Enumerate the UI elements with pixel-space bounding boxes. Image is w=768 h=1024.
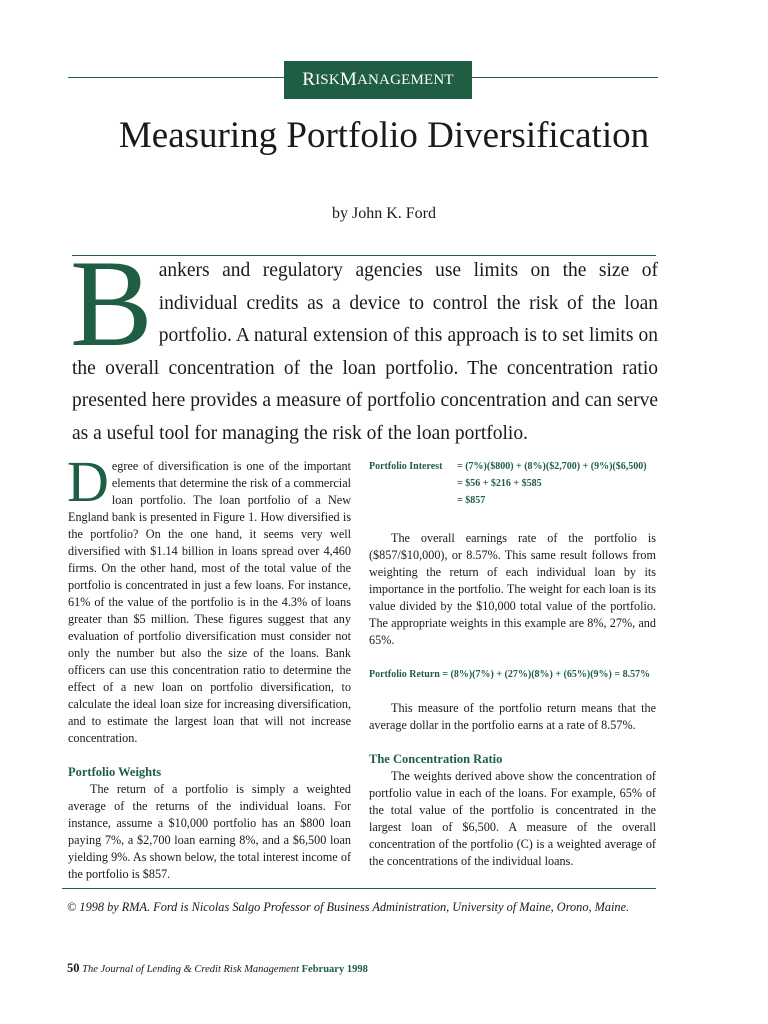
section-letter-r: R xyxy=(302,69,316,90)
formula-interest-label: Portfolio Interest xyxy=(369,461,443,472)
formula-interest-line1: = (7%)($800) + (8%)($2,700) + (9%)($6,500) xyxy=(457,461,647,472)
page-number: 50 xyxy=(67,961,80,975)
return-meaning-paragraph: This measure of the portfolio return means that the average dollar in the portfolio earns at a rate of 8.57%. xyxy=(369,701,656,732)
formula-interest-line3: = $857 xyxy=(457,495,486,506)
intro-dropcap: D xyxy=(67,449,109,514)
page-footer xyxy=(67,961,368,976)
intro-paragraph xyxy=(67,449,351,747)
formula-interest-line2: = $56 + $216 + $585 xyxy=(457,478,542,489)
journal-name: The Journal of Lending & Credit Risk Management xyxy=(82,964,300,975)
concentration-ratio-paragraph: The weights derived above show the concentration of portfolio value in each of the loans. For example, 65% of the total value of the portfolio is concentrated in the largest loan of $6,500. A measure of the overall concentration of the portfolio (C) is a weighted average of the concentrations of the individual loans. xyxy=(369,769,656,868)
left-column xyxy=(67,449,351,883)
section-banner xyxy=(284,61,472,99)
section-word-1: ISK xyxy=(315,71,340,88)
footnote-divider-rule xyxy=(62,888,656,889)
portfolio-weights-subhead: Portfolio Weights xyxy=(68,765,162,779)
copyright-footnote: © 1998 by RMA. Ford is Nicolas Salgo Professor of Business Administration, University of Maine, Orono, Maine. xyxy=(67,900,630,914)
header-rule-left xyxy=(68,77,284,78)
right-column xyxy=(369,458,656,870)
section-word-2: ANAGEMENT xyxy=(356,71,454,88)
portfolio-return-formula: Portfolio Return = (8%)(7%) + (27%)(8%) + (65%)(9%) = 8.57% xyxy=(369,669,651,680)
article-title: Measuring Portfolio Diversification xyxy=(118,115,650,156)
earnings-rate-paragraph: The overall earnings rate of the portfolio is ($857/$10,000), or 8.57%. This same result follows from weighting the return of each individual loan by its importance in the portfolio. The weight for each loan is its value divided by the $10,000 total value of the portfolio. The appropriate weights in this example are 8%, 27%, and 65%. xyxy=(369,531,656,647)
portfolio-weights-paragraph: The return of a portfolio is simply a weighted average of the returns of the individual loans. For instance, assume a $10,000 portfolio has an $800 loan paying 7%, a $2,700 loan earning 8%, and a $6,500 loan yielding 9%. As shown below, the total interest income of the portfolio is $857. xyxy=(68,782,351,881)
header-rule-right xyxy=(472,77,658,78)
article-byline: by John K. Ford xyxy=(331,205,436,222)
portfolio-interest-formula xyxy=(369,458,656,509)
intro-text: egree of diversification is one of the important elements that determine the risk of a commercial loan portfolio. The loan portfolio of a New England bank is presented in Figure 1. How diversified is the portfolio? On the one hand, it seems very well diversified with $1.14 billion in loans spread over 4,460 firms. On the other hand, most of the total value of the portfolio is concentrated in just a few loans. For instance, 61% of the value of the portfolio is in the 4.3% of loans greater than $5 million. These figures suggest that any evaluation of portfolio diversification must consider not only the number but also the size of the loans. Bank officers can use this concentration ratio to determine the effect of a new loan on portfolio diversification, to calculate the ideal loan size for increasing diversification, and to estimate the largest loan that will not increase concentration. xyxy=(68,459,351,745)
section-letter-m: M xyxy=(339,69,357,90)
lede-text: ankers and regulatory agencies use limits on the size of individual credits as a device to control the risk of the loan portfolio. A natural extension of this approach is to set limits on the overall concentration of the loan portfolio. The concentration ratio presented here provides a measure of portfolio concentration and can serve as a useful tool for managing the risk of the loan portfolio. xyxy=(72,260,658,444)
concentration-ratio-subhead: The Concentration Ratio xyxy=(369,752,503,766)
lede-dropcap: B xyxy=(70,235,153,372)
issue-date: February 1998 xyxy=(301,964,368,975)
lede-paragraph xyxy=(70,235,658,450)
